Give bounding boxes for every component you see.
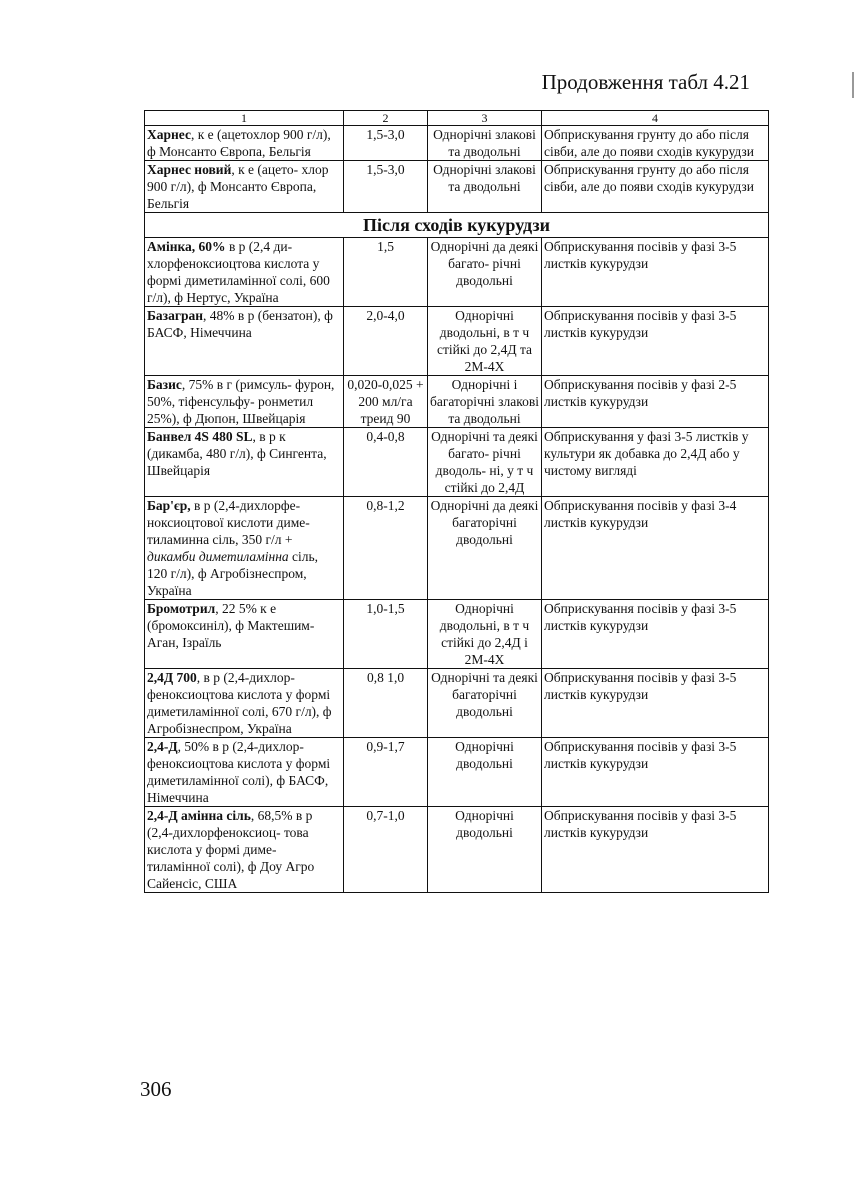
table-row	[145, 428, 769, 497]
application-rate: 1,5-3,0	[344, 126, 428, 161]
application-method: Обприскування посівів у фазі 3-5 листків кукурудзи	[542, 738, 769, 807]
product-description-tail: сіль, 120 г/л), ф Агробізнеспром, Україна	[147, 549, 319, 598]
application-method: Обприскування посівів у фазі 3-5 листків кукурудзи	[542, 807, 769, 893]
application-rate: 0,4-0,8	[344, 428, 428, 497]
product-name: Банвел 4S 480 SL	[147, 429, 253, 444]
application-method: Обприскування посівів у фазі 3-4 листків кукурудзи	[542, 497, 769, 600]
product-cell	[145, 376, 344, 428]
target-weeds: Однорічні і багаторічні злакові та дводольні	[428, 376, 542, 428]
target-weeds: Однорічні дводольні	[428, 738, 542, 807]
application-rate: 0,8 1,0	[344, 669, 428, 738]
product-name: 2,4-Д	[147, 739, 178, 754]
product-name: 2,4-Д амінна сіль	[147, 808, 251, 823]
application-method: Обприскування грунту до або після сівби, але до появи сходів кукурудзи	[542, 126, 769, 161]
product-description: , в р к (дикамба, 480 г/л), ф Сингента, Швейцарія	[147, 429, 327, 478]
target-weeds: Однорічні злакові та дводольні	[428, 126, 542, 161]
product-cell	[145, 428, 344, 497]
table-row	[145, 497, 769, 600]
table-row	[145, 307, 769, 376]
target-weeds: Однорічні дводольні, в т ч стійкі до 2,4Д та 2М-4Х	[428, 307, 542, 376]
table-continuation-heading: Продовження табл 4.21	[541, 70, 750, 94]
product-description-italic: дикамби диметиламінна	[147, 549, 289, 564]
product-description: в р (2,4 ди- хлорфеноксиоцтова кислота у формі диметиламінної солі, 600 г/л), ф Нертус, Україна	[147, 239, 330, 305]
application-rate: 1,5-3,0	[344, 161, 428, 213]
product-description: в р (2,4-дихлорфе- ноксиоцтової кислоти диме- тиламинна сіль, 350 г/л +	[147, 498, 310, 547]
product-cell	[145, 600, 344, 669]
application-rate: 0,7-1,0	[344, 807, 428, 893]
application-method: Обприскування посівів у фазі 3-5 листків кукурудзи	[542, 307, 769, 376]
table-row	[145, 807, 769, 893]
product-description: , 48% в р (бензатон), ф БАСФ, Німеччина	[147, 308, 333, 340]
column-header: 2	[344, 111, 428, 126]
application-rate: 2,0-4,0	[344, 307, 428, 376]
section-title: Після сходів кукурудзи	[145, 213, 769, 238]
target-weeds: Однорічні да деякі багато- річні дводольні	[428, 238, 542, 307]
application-rate: 0,9-1,7	[344, 738, 428, 807]
column-header: 4	[542, 111, 769, 126]
product-cell	[145, 807, 344, 893]
column-header: 1	[145, 111, 344, 126]
product-cell	[145, 307, 344, 376]
product-cell	[145, 126, 344, 161]
product-name: Базагран	[147, 308, 204, 323]
section-row	[145, 213, 769, 238]
application-rate: 0,020-0,025 + 200 мл/га треид 90	[344, 376, 428, 428]
scan-edge-mark	[852, 72, 858, 98]
product-cell	[145, 497, 344, 600]
product-cell	[145, 669, 344, 738]
application-rate: 1,5	[344, 238, 428, 307]
application-method: Обприскування посівів у фазі 3-5 листків кукурудзи	[542, 600, 769, 669]
application-method: Обприскування посівів у фазі 3-5 листків кукурудзи	[542, 669, 769, 738]
product-description: , к е (ацетохлор 900 г/л), ф Монсанто Європа, Бельгія	[147, 127, 331, 159]
product-description: , к е (ацето- хлор 900 г/л), ф Монсанто Європа, Бельгія	[147, 162, 329, 211]
product-name: Харнес	[147, 127, 191, 142]
herbicide-table	[144, 110, 769, 893]
product-description: , 75% в г (римсуль- фурон, 50%, тіфенсульфу- ронметил 25%), ф Дюпон, Швейцарія	[147, 377, 335, 426]
table-row	[145, 738, 769, 807]
product-cell	[145, 161, 344, 213]
application-method: Обприскування у фазі 3-5 листків у культури як добавка до 2,4Д або у чистому вигляді	[542, 428, 769, 497]
target-weeds: Однорічні дводольні, в т ч стійкі до 2,4Д і 2М-4Х	[428, 600, 542, 669]
page-number: 306	[140, 1077, 172, 1101]
target-weeds: Однорічні дводольні	[428, 807, 542, 893]
product-name: Амінка, 60%	[147, 239, 226, 254]
product-description: , 22 5% к е (бромоксиніл), ф Мактешим-Аган, Ізраїль	[147, 601, 315, 650]
product-name: Бромотрил	[147, 601, 216, 616]
table-row	[145, 376, 769, 428]
application-method: Обприскування посівів у фазі 2-5 листків кукурудзи	[542, 376, 769, 428]
product-name: 2,4Д 700	[147, 670, 197, 685]
product-name: Бар'єр,	[147, 498, 191, 513]
table-row	[145, 161, 769, 213]
target-weeds: Однорічні та деякі багаторічні дводольні	[428, 669, 542, 738]
product-description: , в р (2,4-дихлор- феноксиоцтова кислота у формі диметиламінної солі, 670 г/л), ф Агробізнеспром, Україна	[147, 670, 332, 736]
table-row	[145, 238, 769, 307]
product-cell	[145, 238, 344, 307]
product-description: , 68,5% в р (2,4-дихлорфеноксиоц- това кислота у формі диме- тиламінної солі), ф Доу Агро Сайенсіс, США	[147, 808, 315, 891]
product-cell	[145, 738, 344, 807]
application-method: Обприскування посівів у фазі 3-5 листків кукурудзи	[542, 238, 769, 307]
table-row	[145, 669, 769, 738]
target-weeds: Однорічні та деякі багато- річні дводоль- ні, у т ч стійкі до 2,4Д	[428, 428, 542, 497]
product-description: , 50% в р (2,4-дихлор- феноксиоцтова кислота у формі диметиламінної солі), ф БАСФ, Німеччина	[147, 739, 331, 805]
application-method: Обприскування грунту до або після сівби, але до появи сходів кукурудзи	[542, 161, 769, 213]
application-rate: 1,0-1,5	[344, 600, 428, 669]
product-name: Базис	[147, 377, 182, 392]
table-row	[145, 600, 769, 669]
column-header: 3	[428, 111, 542, 126]
product-name: Харнес новий	[147, 162, 232, 177]
target-weeds: Однорічні да деякі багаторічні дводольні	[428, 497, 542, 600]
target-weeds: Однорічні злакові та дводольні	[428, 161, 542, 213]
table-row	[145, 126, 769, 161]
table-header-row	[145, 111, 769, 126]
application-rate: 0,8-1,2	[344, 497, 428, 600]
